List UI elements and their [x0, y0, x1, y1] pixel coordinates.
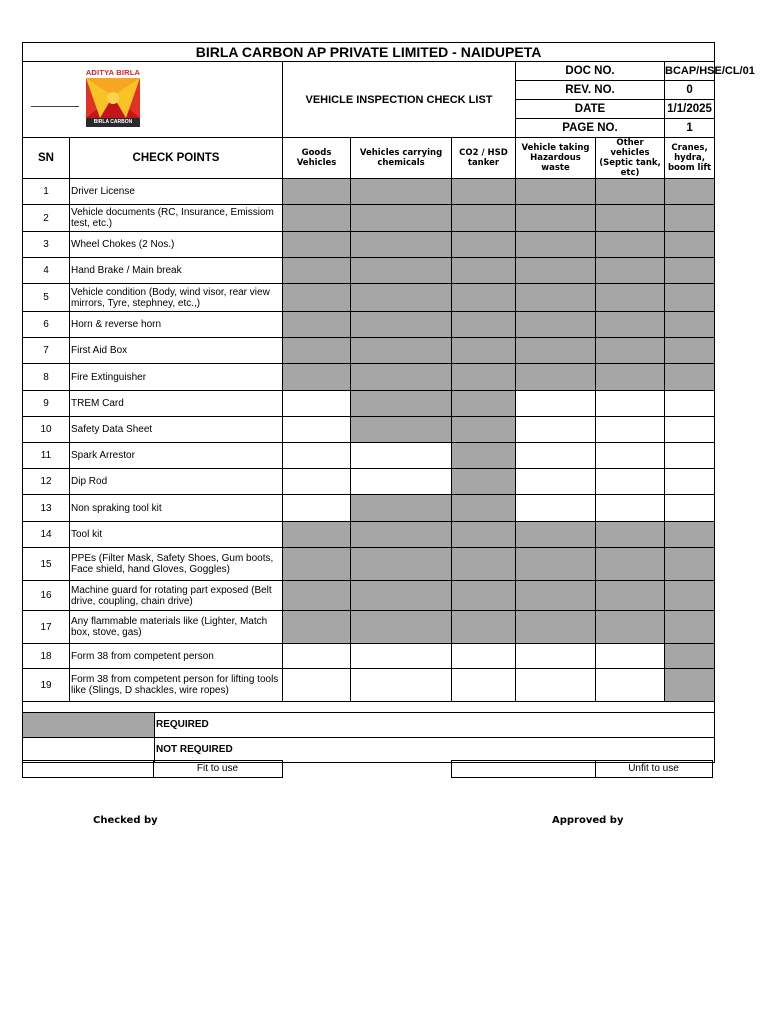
goods-vehicles-column-header: Goods Vehicles: [283, 138, 351, 179]
row-sn: 6: [23, 312, 70, 338]
required-cell: [351, 338, 452, 364]
check-cell[interactable]: [452, 644, 516, 669]
logo-top-text: ADITYA BIRLA: [85, 68, 141, 77]
legend-swatch-fill: [23, 713, 155, 737]
required-cell: [452, 495, 516, 522]
required-cell: [283, 179, 351, 205]
row-check-point: Wheel Chokes (2 Nos.): [70, 232, 283, 258]
checked-by-label: Checked by: [93, 815, 158, 826]
required-cell: [516, 258, 596, 284]
row-check-point: PPEs (Filter Mask, Safety Shoes, Gum boots, Face shield, hand Gloves, Goggles): [70, 548, 283, 581]
table-row: [23, 391, 715, 417]
legend-label: [283, 738, 715, 763]
check-cell[interactable]: [516, 644, 596, 669]
logo-bottom-text: BIRLA CARBON: [86, 118, 140, 127]
spacer-row: [23, 702, 715, 713]
row-check-point: Fire Extinguisher: [70, 364, 283, 391]
required-cell: [283, 364, 351, 391]
check-cell[interactable]: [452, 669, 516, 702]
row-sn: 14: [23, 522, 70, 548]
check-cell[interactable]: [516, 669, 596, 702]
row-sn: 10: [23, 417, 70, 443]
required-cell: [596, 205, 665, 232]
required-cell: [596, 338, 665, 364]
required-cell: [596, 312, 665, 338]
required-cell: [665, 338, 715, 364]
table-row: [23, 522, 715, 548]
required-cell: [283, 232, 351, 258]
logo-cell: [23, 62, 283, 138]
row-sn: 8: [23, 364, 70, 391]
required-cell: [351, 258, 452, 284]
table-row: [23, 205, 715, 232]
required-cell: [596, 364, 665, 391]
legend-swatch: [23, 713, 283, 738]
required-cell: [665, 364, 715, 391]
row-sn: 12: [23, 469, 70, 495]
row-check-point: TREM Card: [70, 391, 283, 417]
fit-to-use-label: Fit to use: [153, 760, 283, 778]
check-cell[interactable]: [665, 495, 715, 522]
check-cell[interactable]: [596, 443, 665, 469]
required-cell: [452, 611, 516, 644]
row-check-point: Vehicle condition (Body, wind visor, rear view mirrors, Tyre, stephney, etc.,): [70, 284, 283, 312]
fit-box[interactable]: [22, 760, 154, 778]
required-cell: [516, 179, 596, 205]
doc-no-label: DOC NO.: [516, 62, 665, 81]
required-cell: [452, 391, 516, 417]
required-cell: [283, 258, 351, 284]
row-check-point: Spark Arrestor: [70, 443, 283, 469]
required-cell: [452, 232, 516, 258]
required-cell: [452, 581, 516, 611]
required-cell: [665, 205, 715, 232]
required-cell: [665, 611, 715, 644]
check-cell[interactable]: [596, 417, 665, 443]
spacer-cell: [23, 702, 715, 713]
required-cell: [351, 522, 452, 548]
required-cell: [452, 312, 516, 338]
unfit-box[interactable]: [451, 760, 596, 778]
required-cell: [516, 522, 596, 548]
row-sn: 11: [23, 443, 70, 469]
row-sn: 7: [23, 338, 70, 364]
required-cell: [452, 284, 516, 312]
check-points-column-header: CHECK POINTS: [70, 138, 283, 179]
required-cell: [596, 179, 665, 205]
required-cell: [516, 338, 596, 364]
row-check-point: Hand Brake / Main break: [70, 258, 283, 284]
required-cell: [516, 232, 596, 258]
required-cell: [351, 312, 452, 338]
required-cell: [351, 611, 452, 644]
page-no-label: PAGE NO.: [516, 119, 665, 138]
required-cell: [596, 258, 665, 284]
table-row: [23, 495, 715, 522]
check-cell[interactable]: [596, 644, 665, 669]
row-sn: 9: [23, 391, 70, 417]
required-cell: [351, 495, 452, 522]
row-check-point: Tool kit: [70, 522, 283, 548]
required-cell: [596, 232, 665, 258]
check-cell[interactable]: [596, 391, 665, 417]
required-cell: [665, 548, 715, 581]
required-cell: [452, 417, 516, 443]
row-check-point: Machine guard for rotating part exposed (Belt drive, coupling, chain drive): [70, 581, 283, 611]
required-cell: [596, 522, 665, 548]
table-row: [23, 364, 715, 391]
row-check-point: Any flammable materials like (Lighter, Match box, stove, gas): [70, 611, 283, 644]
required-cell: [452, 548, 516, 581]
table-row: [23, 443, 715, 469]
required-cell: [351, 391, 452, 417]
row-sn: 15: [23, 548, 70, 581]
row-sn: 4: [23, 258, 70, 284]
check-cell[interactable]: [596, 469, 665, 495]
required-cell: [516, 284, 596, 312]
check-cell[interactable]: [516, 495, 596, 522]
check-cell[interactable]: [516, 469, 596, 495]
check-cell[interactable]: [283, 495, 351, 522]
check-cell[interactable]: [351, 669, 452, 702]
logo-divider: [31, 106, 79, 107]
check-cell[interactable]: [283, 469, 351, 495]
required-cell: [351, 232, 452, 258]
rev-no-value: 0: [665, 81, 715, 100]
row-sn: 5: [23, 284, 70, 312]
rev-no-label: REV. NO.: [516, 81, 665, 100]
required-cell: [283, 548, 351, 581]
legend-text: NOT REQUIRED: [156, 744, 233, 755]
row-check-point: Safety Data Sheet: [70, 417, 283, 443]
check-cell[interactable]: [351, 469, 452, 495]
required-cell: [665, 284, 715, 312]
required-cell: [665, 179, 715, 205]
required-cell: [283, 338, 351, 364]
row-sn: 2: [23, 205, 70, 232]
required-cell: [596, 284, 665, 312]
table-row: [23, 548, 715, 581]
row-sn: 13: [23, 495, 70, 522]
required-cell: [665, 258, 715, 284]
table-row: [23, 232, 715, 258]
row-sn: 1: [23, 179, 70, 205]
required-cell: [351, 417, 452, 443]
inspection-checklist-table: [22, 42, 755, 763]
required-cell: [516, 611, 596, 644]
required-cell: [351, 205, 452, 232]
required-cell: [351, 548, 452, 581]
row-sn: 19: [23, 669, 70, 702]
required-cell: [516, 364, 596, 391]
table-row: [23, 611, 715, 644]
required-cell: [351, 179, 452, 205]
required-cell: [283, 284, 351, 312]
chemical-vehicles-column-header: Vehicles carrying chemicals: [351, 138, 452, 179]
check-cell[interactable]: [283, 443, 351, 469]
legend-label: [283, 713, 715, 738]
legend-swatch: [23, 738, 283, 763]
required-cell: [516, 581, 596, 611]
unfit-to-use-label: Unfit to use: [595, 760, 713, 778]
row-sn: 17: [23, 611, 70, 644]
required-cell: [452, 522, 516, 548]
row-check-point: Form 38 from competent person for lifting tools like (Slings, D shackles, wire ropes): [70, 669, 283, 702]
check-cell[interactable]: [351, 644, 452, 669]
row-check-point: Horn & reverse horn: [70, 312, 283, 338]
check-cell[interactable]: [596, 495, 665, 522]
legend-text: REQUIRED: [156, 719, 209, 730]
required-cell: [452, 205, 516, 232]
table-row: [23, 284, 715, 312]
check-cell[interactable]: [516, 443, 596, 469]
sn-column-header: SN: [23, 138, 70, 179]
table-row: [23, 581, 715, 611]
row-sn: 3: [23, 232, 70, 258]
required-cell: [452, 469, 516, 495]
check-cell[interactable]: [665, 443, 715, 469]
required-cell: [596, 611, 665, 644]
required-cell: [283, 611, 351, 644]
table-row: [23, 644, 715, 669]
legend-row-not-required: [23, 738, 715, 763]
required-cell: [351, 364, 452, 391]
required-cell: [283, 522, 351, 548]
row-check-point: First Aid Box: [70, 338, 283, 364]
required-cell: [665, 581, 715, 611]
table-row: [23, 338, 715, 364]
required-cell: [665, 522, 715, 548]
aditya-birla-sun-logo-icon: [84, 68, 142, 128]
row-check-point: Driver License: [70, 179, 283, 205]
required-cell: [283, 581, 351, 611]
check-cell[interactable]: [596, 669, 665, 702]
required-cell: [452, 258, 516, 284]
date-label: DATE: [516, 100, 665, 119]
required-cell: [516, 312, 596, 338]
required-cell: [665, 312, 715, 338]
date-value: 1/1/2025: [665, 100, 715, 119]
required-cell: [452, 179, 516, 205]
legend-row-required: [23, 713, 715, 738]
table-row: [23, 469, 715, 495]
table-row: [23, 669, 715, 702]
check-cell[interactable]: [665, 469, 715, 495]
required-cell: [665, 644, 715, 669]
check-cell[interactable]: [283, 417, 351, 443]
required-cell: [351, 284, 452, 312]
table-row: [23, 417, 715, 443]
required-cell: [452, 443, 516, 469]
required-cell: [452, 338, 516, 364]
page-no-value: 1: [665, 119, 715, 138]
tanker-column-header: CO2 / HSD tanker: [452, 138, 516, 179]
row-sn: 16: [23, 581, 70, 611]
check-cell[interactable]: [516, 391, 596, 417]
table-row: [23, 179, 715, 205]
check-cell[interactable]: [283, 644, 351, 669]
check-cell[interactable]: [665, 391, 715, 417]
doc-no-value: BCAP/HSE/CL/01: [665, 62, 715, 81]
row-check-point: Non spraking tool kit: [70, 495, 283, 522]
check-cell[interactable]: [351, 443, 452, 469]
row-check-point: Vehicle documents (RC, Insurance, Emissiom test, etc.): [70, 205, 283, 232]
row-check-point: Dip Rod: [70, 469, 283, 495]
sun-icon: [86, 78, 140, 118]
required-cell: [665, 669, 715, 702]
required-cell: [596, 548, 665, 581]
table-row: [23, 312, 715, 338]
approved-by-label: Approved by: [552, 815, 624, 826]
legend-swatch-fill: [23, 738, 155, 762]
row-sn: 18: [23, 644, 70, 669]
required-cell: [351, 581, 452, 611]
required-cell: [283, 205, 351, 232]
check-cell[interactable]: [665, 417, 715, 443]
required-cell: [516, 205, 596, 232]
cranes-column-header: Cranes, hydra, boom lift: [665, 138, 715, 179]
check-cell[interactable]: [283, 391, 351, 417]
required-cell: [516, 548, 596, 581]
check-cell[interactable]: [283, 669, 351, 702]
required-cell: [283, 312, 351, 338]
required-cell: [452, 364, 516, 391]
row-check-point: Form 38 from competent person: [70, 644, 283, 669]
required-cell: [596, 581, 665, 611]
company-title: BIRLA CARBON AP PRIVATE LIMITED - NAIDUPETA: [23, 43, 715, 62]
required-cell: [665, 232, 715, 258]
hazardous-waste-column-header: Vehicle taking Hazardous waste: [516, 138, 596, 179]
doc-title: VEHICLE INSPECTION CHECK LIST: [283, 62, 516, 138]
table-row: [23, 258, 715, 284]
check-cell[interactable]: [516, 417, 596, 443]
other-vehicles-column-header: Other vehicles (Septic tank, etc): [596, 138, 665, 179]
